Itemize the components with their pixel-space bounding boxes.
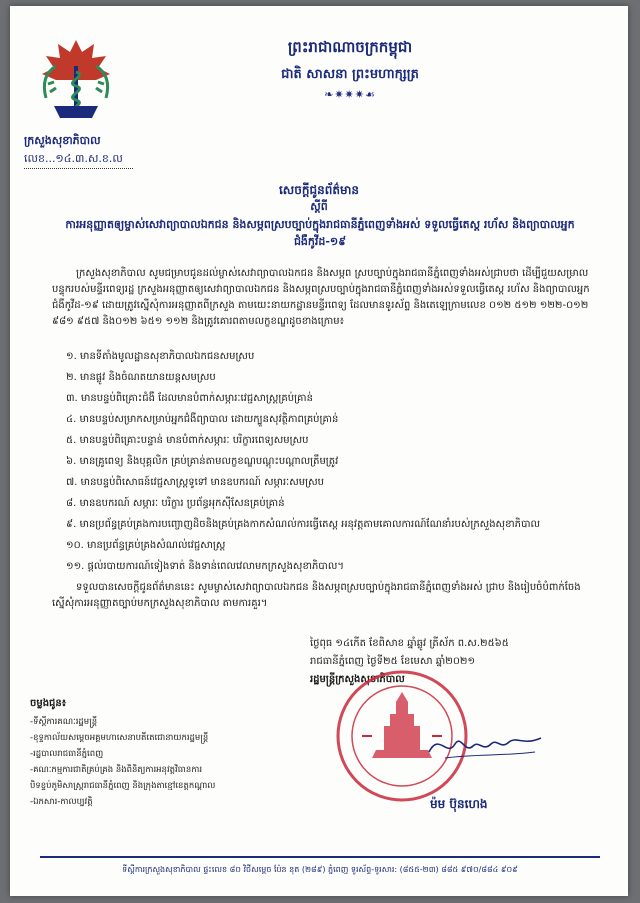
list-item: -ទីស្តីការគណៈរដ្ឋមន្ត្រី [30,717,98,727]
footer-address: ទីស្តីការក្រសួងសុខាភិបាល ផ្ទះលេខ ៨០ វិថីសម្តេច ប៉ែន នុត (២៨៩) ភ្នំពេញ ទូរស័ព្ទ-ទូរសារ: (៨៥៥-២៣) ៨៨៥ ៩៧០/៨៨៤ ៩០៩ [122,865,518,874]
list-item: ៧. មានបន្ទប់ពិសោធន៍វេជ្ជសាស្ត្រទូទៅ មានឧបករណ៍ សម្ភារៈសមស្រប [66,477,324,488]
list-item: ៨. មានឧបករណ៍ សម្ភារៈ បរិក្ខារ ប្រព័ន្ធអុកស៊ីសែនគ្រប់គ្រាន់ [66,498,285,509]
cc-list [30,714,310,810]
list-item: ៥. មានបន្ទប់ពិគ្រោះបន្ទាន់ មានបំពាក់សម្ភារៈ បរិក្ខារពេទ្យសមស្រប [66,435,309,446]
list-item: ១. មានទីតាំងមូលដ្ឋានសុខាភិបាលឯកជនសមស្រប [66,351,255,362]
ministry-of-health-logo [32,36,120,128]
list-item: ៤. មានបន្ទប់សម្រាកសម្រាប់អ្នកជំងឺព្យាបាល ដោយក្បួនសុវត្ថិភាពគ្រប់គ្រាន់ [66,414,339,425]
list-item: -ខុទ្ទកាល័យសម្តេចអគ្គមហាសេនាបតីតេជោនាយករដ្ឋមន្ត្រី [30,733,209,743]
list-item: ៣. មានបន្ទប់ពិគ្រោះជំងឺ ដែលមានបំពាក់សម្ភារៈវេជ្ជសាស្ត្រគ្រប់គ្រាន់ [66,393,313,404]
document-subtitle: ស្តីពី [310,200,328,213]
list-item: -ឯកសារ-កាលប្បវត្តិ [30,797,93,807]
signer-title: រដ្ឋមន្ត្រីក្រសួងសុខាភិបាល [310,674,405,685]
date-solar: រាជធានីភ្នំពេញ ថ្ងៃទី២៥ ខែមេសា ឆ្នាំ២០២១ [310,656,476,667]
document-page [10,6,628,896]
document-subject: ការអនុញ្ញាតឲ្យម្ចាស់សេវាព្យាបាលឯកជន និងសម្ភពស្របច្បាប់ក្នុងរាជធានីភ្នំពេញទាំងអស់ ទទួលធ្វើតេស្ត រហ័ស និងព្យាបាលអ្នកជំងឺកូវីដ-១៩ [65,218,575,248]
ministry-name: ក្រសួងសុខាភិបាល [24,134,101,147]
list-item: បិទខ្ទប់ភូមិសាស្ត្ររាជធានីភ្នំពេញ និងក្រុងតាខ្មៅខេត្តកណ្តាល [30,781,216,791]
document-type: សេចក្តីជូនព័ត៌មាន [279,183,359,197]
ornament-divider: ❧✷✷✷☙ [324,88,376,101]
date-lunar: ថ្ងៃពុធ ១៤កើត ខែពិសាខ ឆ្នាំឆ្លូវ ត្រីស័ក ព.ស.២៥៦៥ [310,638,509,649]
list-item: ៩. មានប្រព័ន្ធគ្រប់គ្រងការបញ្ចោញដិចនិងគ្រប់គ្រងកាកសំណល់ការធ្វើតេស្ត អនុវត្តតាមគោលការណ៍ណែនាំរបស់ក្រសួងសុខាភិបាល [66,519,540,530]
requirements-list [66,346,606,577]
list-item: ១១. ផ្តល់របាយការណ៍ទៀងទាត់ និងទាន់ពេលវេលាមកក្រសួងសុខាភិបាល។ [66,561,344,572]
intro-paragraph: ក្រសួងសុខាភិបាល សូមជម្រាបជូនដល់ម្ចាស់សេវាព្យាបាលឯកជន និងសម្ភព ស្របច្បាប់ក្នុងរាជធានីភ្នំពេញទាំងអស់ជ្រាបថា ដើម្បីជួយសម្រាលបន្ទុករបស់មន្ទីរពេទ្យរដ្ឋ ក្រសួងអនុញ្ញាតឲ្យសេវាព្យាបាលឯកជន និងសម្ភពស្របច្បាប់ក្នុងរាជធានីភ្នំពេញទាំងអស់ទទួលធ្វើតេស្ត រហ័ស និងព្យាបាលអ្នកជំងឺកូវីដ-១៩ ដោយត្រូវស្នើសុំការអនុញ្ញាតពីក្រសួង តាមយេះនាយកដ្ឋានមន្ទីរពេទ្យ ដែលមានទូរស័ព្ទ និងតេឡេក្រាមលេខ ០១២ ៥១២ ១២២-០១២ ៩៨១ ៩៥៧ និង០១២ ៦៥១ ១១២ និងត្រូវគោរពតាមលក្ខខណ្ឌដូចខាងក្រោម៖ [52,268,590,327]
signer-name: ម៉ម ប៊ុនហេង [430,797,488,811]
list-item: -គណៈកម្មការជាតិគ្រប់គ្រង និងពិនិត្យការអនុវត្តវិធានការ [30,765,203,775]
list-item: ២. មានផ្លូវ និងចំណតយានយន្តសមស្រប [66,372,216,383]
handwritten-signature [425,724,545,764]
footer-divider [40,856,600,858]
list-item: -រដ្ឋបាលរាជធានីភ្នំពេញ [30,749,104,759]
national-motto: ជាតិ សាសនា ព្រះមហាក្សត្រ [281,67,419,82]
kingdom-title: ព្រះរាជាណាចក្រកម្ពុជា [287,38,413,56]
cc-title: ចម្លងជូន៖ [30,698,67,709]
reference-number: លេខ...១៤.៣.ស.ខ.ល [24,152,133,169]
list-item: ១០. មានប្រព័ន្ធគ្រប់គ្រងសំណល់វេជ្ជសាស្ត្រ [66,540,226,551]
closing-paragraph: ទទួលបានសេចក្តីជូនព័ត៌មាននេះ សូមម្ចាស់សេវាព្យាបាលឯកជន និងសម្ភពស្របច្បាប់ក្នុងរាជធានីភ្នំពេញទាំងអស់ ជ្រាប និងរៀបចំបំពាក់ចែងស្នើសុំការអនុញ្ញាតច្បាប់មកក្រសួងសុខាភិបាល តាមការគួរ។ [52,582,581,609]
list-item: ៦. មានគ្រូពេទ្យ និងបុគ្គលិក គ្រប់គ្រាន់តាមលក្ខខណ្ឌបណ្តុះបណ្តាលត្រឹមត្រូវ [66,456,339,467]
